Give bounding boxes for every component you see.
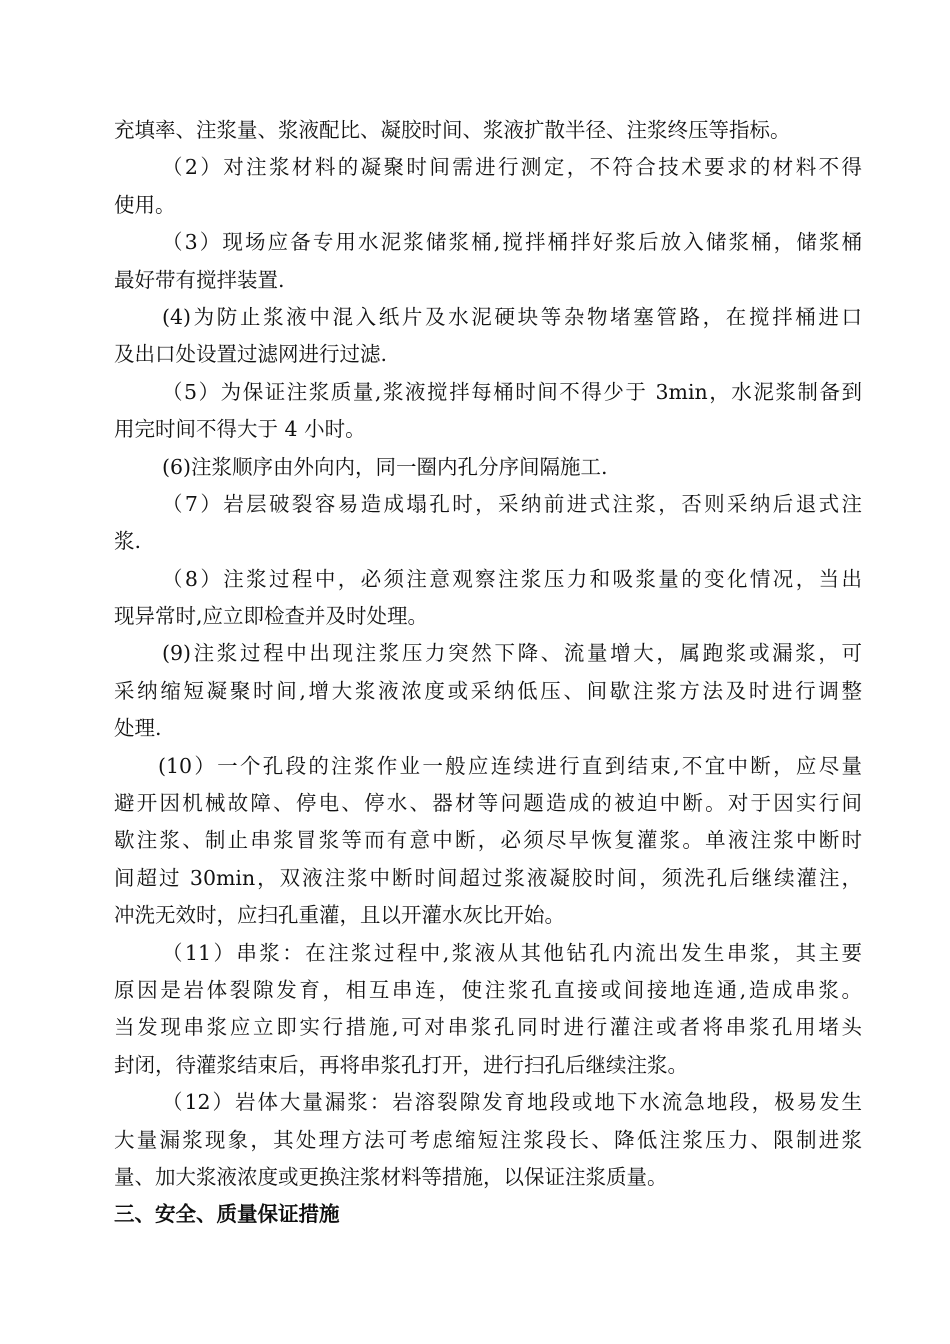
text-line: 最好带有搅拌装置. bbox=[114, 267, 285, 292]
section-heading: 三、安全、质量保证措施 bbox=[114, 1202, 340, 1227]
text-line: （11）串浆：在注浆过程中,浆液从其他钻孔内流出发生串浆，其主要 bbox=[162, 940, 862, 965]
text-line: （3）现场应备专用水泥浆储浆桶,搅拌桶拌好浆后放入储浆桶，储浆桶 bbox=[162, 230, 862, 255]
text-line: （2）对注浆材料的凝聚时间需进行测定，不符合技术要求的材料不得 bbox=[162, 155, 862, 180]
text-line: 使用。 bbox=[114, 192, 176, 217]
text-line: 现异常时,应立即检查并及时处理。 bbox=[114, 604, 429, 629]
text-line: 处理. bbox=[114, 716, 162, 741]
text-line: 原因是岩体裂隙发育，相互串连，使注浆孔直接或间接地连通,造成串浆。 bbox=[114, 977, 862, 1002]
text-line: 及出口处设置过滤网进行过滤. bbox=[114, 342, 388, 367]
text-line: 大量漏浆现象，其处理方法可考虑缩短注浆段长、降低注浆压力、限制进浆 bbox=[114, 1127, 862, 1152]
text-line: 避开因机械故障、停电、停水、器材等问题造成的被迫中断。对于因实行间 bbox=[114, 791, 862, 816]
text-line: （5）为保证注浆质量,浆液搅拌每桶时间不得少于 3min，水泥浆制备到 bbox=[162, 379, 862, 404]
text-line: (10）一个孔段的注浆作业一般应连续进行直到结束,不宜中断，应尽量 bbox=[158, 753, 862, 778]
text-line: (9)注浆过程中出现注浆压力突然下降、流量增大，属跑浆或漏浆，可 bbox=[162, 641, 862, 666]
text-line: (6)注浆顺序由外向内，同一圈内孔分序间隔施工. bbox=[162, 454, 608, 479]
text-line: (4)为防止浆液中混入纸片及水泥硬块等杂物堵塞管路，在搅拌桶进口 bbox=[162, 304, 862, 329]
text-line: 量、加大浆液浓度或更换注浆材料等措施，以保证注浆质量。 bbox=[114, 1164, 668, 1189]
text-line: 采纳缩短凝聚时间,增大浆液浓度或采纳低压、间歇注浆方法及时进行调整 bbox=[114, 678, 862, 703]
text-line: 用完时间不得大于 4 小时。 bbox=[114, 417, 366, 442]
text-line: 冲洗无效时，应扫孔重灌，且以开灌水灰比开始。 bbox=[114, 903, 565, 928]
text-line: 充填率、注浆量、浆液配比、凝胶时间、浆液扩散半径、注浆终压等指标。 bbox=[114, 118, 791, 142]
document-body bbox=[114, 112, 862, 1234]
text-line: （12）岩体大量漏浆：岩溶裂隙发育地段或地下水流急地段，极易发生 bbox=[162, 1090, 862, 1115]
text-line: （8）注浆过程中，必须注意观察注浆压力和吸浆量的变化情况，当出 bbox=[162, 566, 862, 591]
text-line: 封闭，待灌浆结束后，再将串浆孔打开，进行扫孔后继续注浆。 bbox=[114, 1052, 688, 1077]
text-line: 浆. bbox=[114, 529, 142, 554]
text-line: 当发现串浆应立即实行措施,可对串浆孔同时进行灌注或者将串浆孔用堵头 bbox=[114, 1015, 862, 1040]
text-line: （7）岩层破裂容易造成塌孔时，采纳前进式注浆，否则采纳后退式注 bbox=[162, 491, 862, 516]
text-line: 歇注浆、制止串浆冒浆等而有意中断，必须尽早恢复灌浆。单液注浆中断时 bbox=[114, 828, 862, 853]
text-line: 间超过 30min，双液注浆中断时间超过浆液凝胶时间，须洗孔后继续灌注， bbox=[114, 865, 862, 890]
